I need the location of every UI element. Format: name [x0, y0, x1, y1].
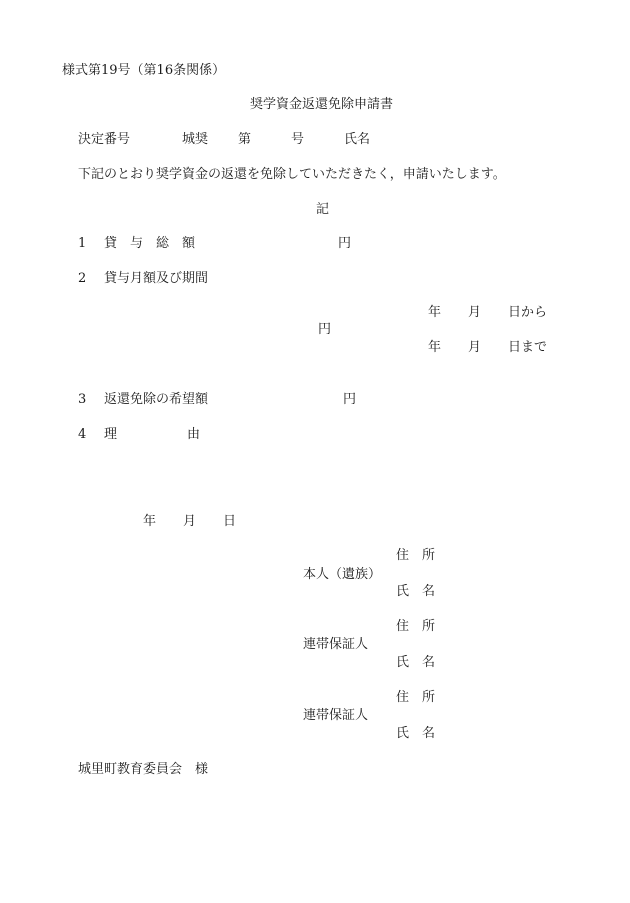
date-day: 日: [223, 514, 237, 529]
name-label-2: 名: [422, 584, 436, 599]
item-3-unit: 円: [343, 392, 357, 407]
address-label-2: 所: [422, 690, 436, 705]
item-1-unit: 円: [338, 236, 352, 251]
item-4-label-yu: 由: [187, 427, 201, 442]
item-4-label-ri: 理: [104, 427, 118, 442]
item-1-label: 貸 与 総 額: [104, 236, 196, 251]
document-title: 奨学資金返還免除申請書: [250, 97, 394, 112]
address-label-1: 住: [396, 619, 410, 634]
guarantor-role: 連帯保証人: [303, 708, 369, 723]
intro-text: 下記のとおり奨学資金の返還を免除していただきたく，申請いたします。: [78, 167, 506, 182]
item-1-number: 1: [78, 236, 87, 251]
item-2-from-year: 年: [428, 305, 442, 320]
guarantor-role: 連帯保証人: [303, 637, 369, 652]
decision-go: 号: [291, 132, 305, 147]
item-2-unit: 円: [318, 322, 332, 337]
date-month: 月: [183, 514, 197, 529]
name-label-2: 名: [422, 655, 436, 670]
form-number: 様式第19号（第16条関係）: [62, 63, 226, 78]
decision-dai: 第: [238, 132, 252, 147]
item-2-to-year: 年: [428, 340, 442, 355]
name-label-1: 氏: [396, 584, 410, 599]
item-2-from-day: 日から: [508, 305, 548, 320]
address-label-2: 所: [422, 619, 436, 634]
name-label-1: 氏: [396, 726, 410, 741]
address-label-2: 所: [422, 548, 436, 563]
item-2-number: 2: [78, 271, 87, 286]
ki-heading: 記: [316, 202, 330, 217]
decision-prefix: 城奨: [182, 132, 209, 147]
address-label-1: 住: [396, 548, 410, 563]
name-label-2: 名: [422, 726, 436, 741]
date-year: 年: [143, 514, 157, 529]
decision-name-label: 氏名: [344, 132, 371, 147]
applicant-role: 本人（遺族）: [303, 567, 382, 582]
item-3-number: 3: [78, 392, 87, 407]
address-label-1: 住: [396, 690, 410, 705]
item-4-number: 4: [78, 427, 87, 442]
name-label-1: 氏: [396, 655, 410, 670]
item-2-to-day: 日まで: [508, 340, 548, 355]
item-3-label: 返還免除の希望額: [104, 392, 209, 407]
item-2-from-month: 月: [468, 305, 482, 320]
item-2-to-month: 月: [468, 340, 482, 355]
decision-number-label: 決定番号: [78, 132, 131, 147]
item-2-label: 貸与月額及び期間: [104, 271, 209, 286]
addressee: 城里町教育委員会 様: [78, 762, 209, 777]
